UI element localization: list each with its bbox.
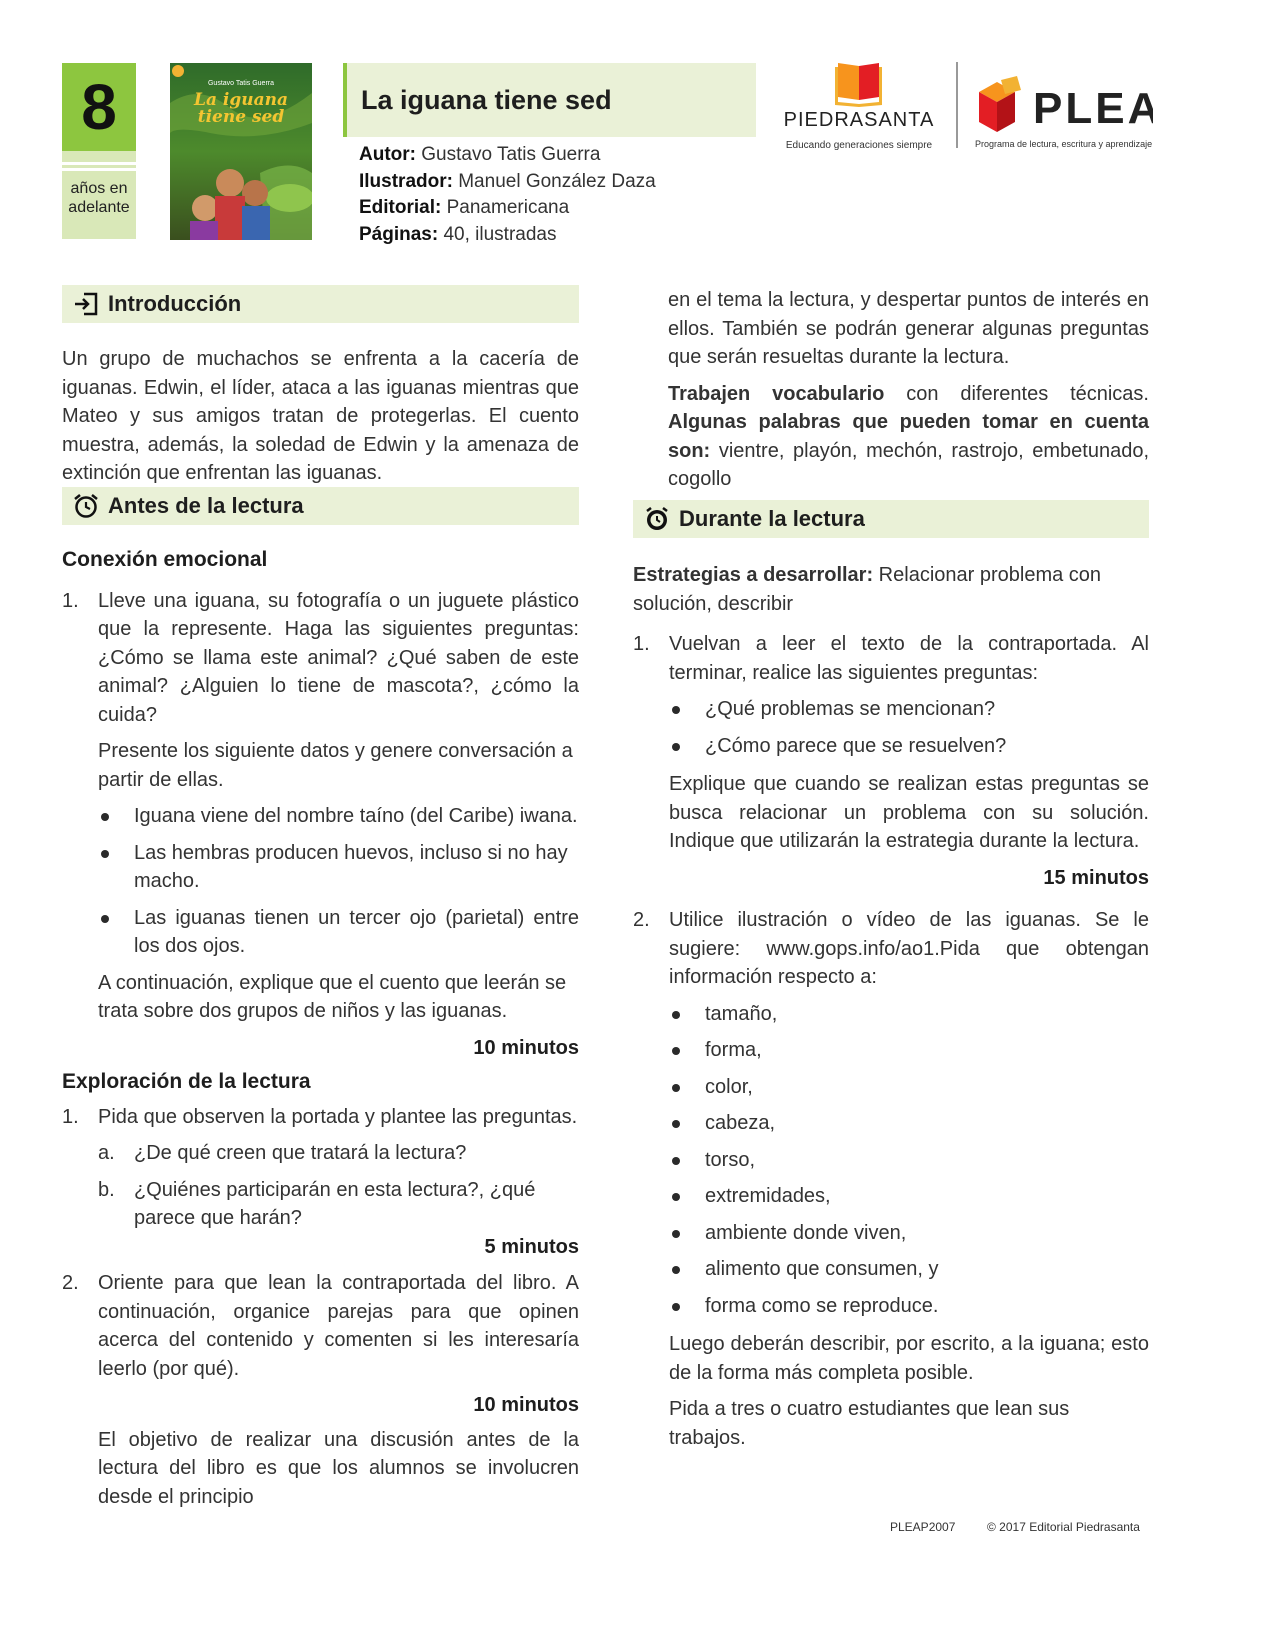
exploracion-item-2-p2: El objetivo de realizar una discusión antes de la lectura del libro es que los alumnos se involucren desde el principio [98,1428,579,1508]
strategy-label: Estrategias a desarrollar: [633,564,874,586]
list-item [669,1036,1149,1065]
book-details [359,142,656,248]
aspect-text: cabeza, [705,1112,776,1134]
age-badge [62,63,136,239]
durante-item-1-text: Vuelvan a leer el texto de la contraportada. Al terminar, realice las siguientes preguntas: [669,633,1149,684]
strategy-text: Relacionar problema con solución, describir [633,564,1102,615]
author-line [359,142,656,169]
list-marker: b. [98,1178,115,1201]
durante-item-2 [633,906,1149,1460]
piedrasanta-logo [778,60,940,154]
question-text: ¿De qué creen que tratará la lectura? [134,1142,467,1164]
list-item [669,1073,1149,1102]
vocabulary-paragraph [668,380,1149,494]
age-label-line2: adelante [68,199,130,216]
publisher-line [359,195,656,222]
exploracion-item-2 [62,1269,579,1391]
exploracion-item-1-text: Pida que observen la portada y plantee las preguntas. [98,1105,578,1128]
piedrasanta-tagline: Educando generaciones siempre [785,140,933,151]
illustrator-value: Manuel González Daza [458,170,656,192]
durante-item-2-p3: Pida a tres o cuatro estudiantes que lean sus trabajos. [669,1398,1070,1449]
vocab-mid: con diferentes técnicas. [884,382,1149,405]
logo-divider [956,62,958,148]
durante-title: Durante la lectura [679,506,865,531]
aspect-text: forma como se reproduce. [705,1294,939,1317]
item-number: 2. [633,909,650,931]
question-text: ¿Qué problemas se mencionan? [705,698,996,720]
vocab-words: vientre, playón, mechón, rastrojo, embetunado, cogollo [668,439,1149,490]
durante-item-1 [633,630,1149,864]
book-title: La iguana tiene sed [361,84,612,115]
list-item [669,1255,1149,1284]
author-value: Gustavo Tatis Guerra [421,144,601,165]
age-number: 8 [81,71,117,143]
intro-section-header [62,285,579,323]
intro-paragraph: Un grupo de muchachos se enfrenta a la cacería de iguanas. Edwin, el líder, ataca a las iguanas mientras que Mateo y sus amigos tratan de protegerlas. El cuento muestra, además, la soledad de Edwin y la amenaza de extinción que enfrentan las iguanas. [62,348,579,484]
list-item [669,695,1149,724]
list-item [669,1109,1149,1138]
list-item [98,1139,579,1168]
continuation-paragraph: en el tema la lectura, y despertar puntos de interés en ellos. También se podrán generar algunas preguntas que serán resueltas durante la lectura. [668,289,1149,368]
publisher-label: Editorial: [359,197,442,218]
book-cover-image [170,63,312,240]
conexion-item-1-p3: A continuación, explique que el cuento que leerán se trata sobre dos grupos de niños y las iguanas. [98,971,567,1022]
aspect-text: extremidades, [705,1185,831,1207]
fact-text: Las hembras producen huevos, incluso si no hay macho. [134,841,568,892]
item-number: 1. [62,1105,79,1128]
aspect-text: ambiente donde viven, [705,1221,907,1244]
durante-item-1-p2: Explique que cuando se realizan estas preguntas se busca relacionar un problema con su solución. Indique que utilizarán la estrategia durante la lectura. [669,773,1149,852]
question-text: ¿Cómo parece que se resuelven? [705,734,1007,757]
piedrasanta-name: PIEDRASANTA [783,109,935,131]
list-item [669,1182,1149,1211]
vocab-bold-2: Algunas palabras que pueden tomar en cuenta son: [668,411,1149,462]
exploracion-heading: Exploración de la lectura [62,1070,311,1093]
pages-label: Páginas: [359,223,439,245]
cover-author: Gustavo Tatis Guerra [207,80,275,87]
pages-value: 40, ilustradas [443,223,557,245]
duration-label: 10 minutos [473,1036,579,1059]
aspect-text: torso, [705,1148,756,1171]
pages-line [359,222,656,249]
list-item [98,839,579,896]
plea-tagline: Programa de lectura, escritura y aprendizaje [975,139,1153,149]
book-title-bar [343,63,756,137]
list-item [669,1292,1149,1321]
list-marker: a. [98,1142,115,1164]
footer-code: PLEAP2007 [890,1520,956,1534]
illustrator-label: Ilustrador: [359,170,453,192]
list-item [98,1176,579,1233]
aspect-text: tamaño, [705,1002,778,1025]
enter-icon [72,290,100,318]
alarm-clock-icon [72,492,100,520]
conexion-item-1 [62,587,579,1034]
age-label-line1: años en [70,180,128,197]
fact-text: Las iguanas tienen un tercer ojo (parietal) entre los dos ojos. [134,906,579,957]
item-number: 1. [62,589,79,612]
durante-item-2-p2: Luego deberán describir, por escrito, a la iguana; esto de la forma más completa posible. [669,1333,1149,1384]
duration-label: 5 minutos [484,1235,579,1258]
author-label: Autor: [359,144,416,165]
list-item [669,1146,1149,1175]
conexion-item-1-text: Lleve una iguana, su fotografía o un juguete plástico que la represente. Haga las siguientes preguntas: ¿Cómo se llama este animal? ¿Qué saben de este animal? ¿Alguien lo tiene de mascota?, ¿cómo la cuida? [98,589,579,726]
clock-icon [643,505,671,533]
age-label [62,179,136,217]
aspect-text: forma, [705,1039,762,1061]
aspect-text: color, [705,1075,753,1098]
list-item [669,732,1149,761]
antes-title: Antes de la lectura [108,493,304,518]
right-column-continuation [668,286,1149,502]
list-item [98,904,579,961]
conexion-heading: Conexión emocional [62,548,268,571]
plea-name: PLEA [1033,84,1153,133]
conexion-item-1-p2: Presente los siguiente datos y genere conversación a partir de ellas. [98,740,573,791]
durante-section-header [633,500,1149,538]
strategy-line [633,561,1149,618]
cover-title-line1: La iguana [194,90,288,110]
intro-title: Introducción [108,291,242,316]
plea-logo [975,76,1153,150]
duration-label: 10 minutos [473,1394,579,1416]
cover-title-line2: tiene sed [197,107,285,127]
exploracion-item-1 [62,1103,579,1233]
list-item [669,1000,1149,1029]
exploracion-item-2-text: Oriente para que lean la contraportada del libro. A continuación, organice parejas para que opinen acerca del contenido y comenten si les interesaría leerlo (por qué). [98,1272,579,1380]
vocab-bold-1: Trabajen vocabulario [668,382,885,405]
list-item [98,802,579,831]
aspect-text: alimento que consumen, y [705,1258,939,1280]
durante-content [633,561,1149,1460]
exploracion-item-2-extra [62,1426,579,1520]
list-item [669,1219,1149,1248]
fact-text: Iguana viene del nombre taíno (del Caribe) iwana. [134,805,578,827]
facts-list [98,802,579,961]
publisher-value: Panamericana [446,197,570,218]
illustrator-line [359,169,656,196]
antes-content [62,546,579,1519]
duration-label: 15 minutos [1043,866,1149,889]
antes-section-header [62,487,579,525]
item-number: 1. [633,633,650,655]
durante-item-2-text: Utilice ilustración o vídeo de las iguanas. Se le sugiere: www.gops.info/ao1.Pida que obtengan información respecto a: [669,909,1149,988]
item-number: 2. [62,1272,79,1294]
question-text: ¿Quiénes participarán en esta lectura?, ¿qué parece que harán? [134,1178,536,1229]
footer-copyright: © 2017 Editorial Piedrasanta [987,1520,1140,1534]
